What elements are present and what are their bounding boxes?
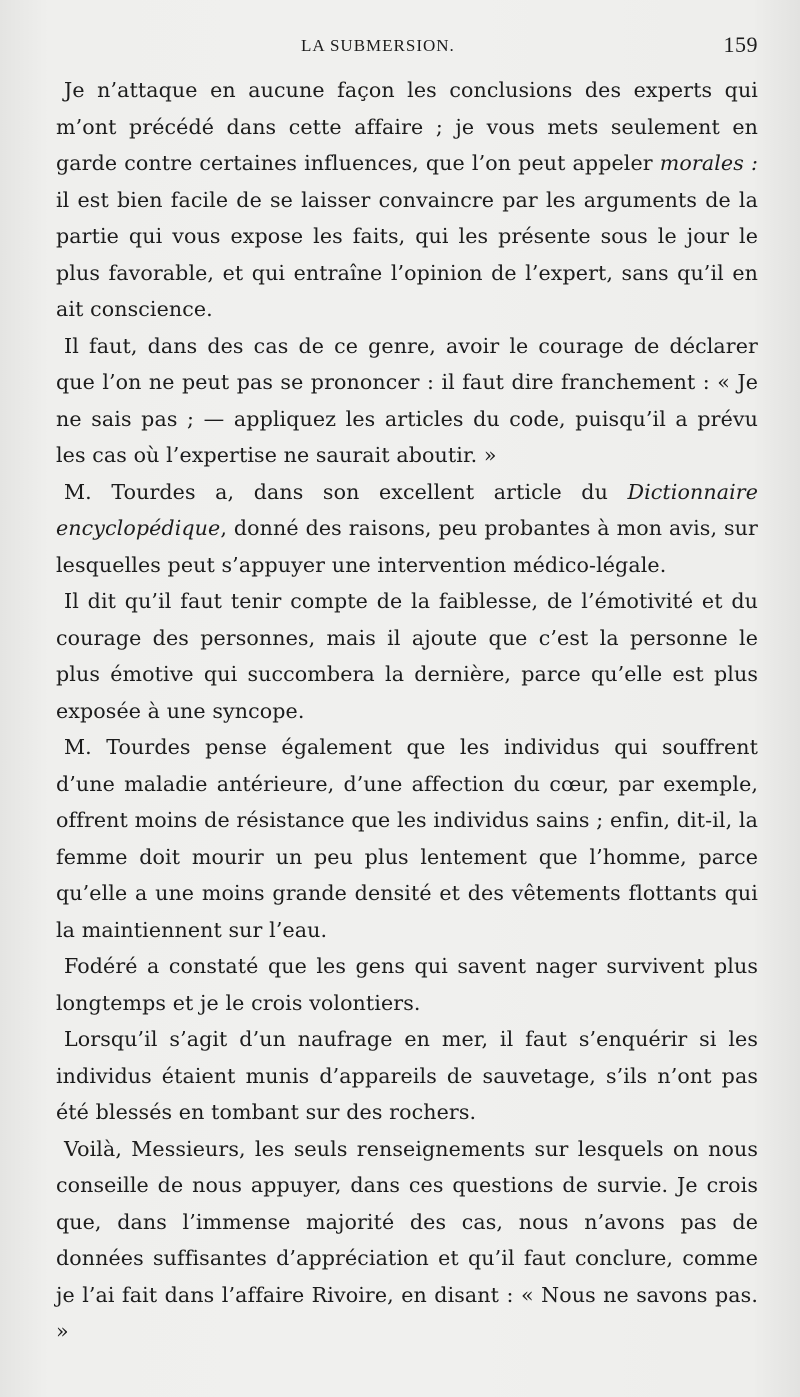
paragraph-7: [56, 1021, 758, 1131]
paragraph-4: [56, 583, 758, 729]
paragraph-2: [56, 328, 758, 474]
paragraph-8-text: Voilà, Messieurs, les seuls renseignements sur lesquels on nous conseille de nous appuyer, dans ces questions de survie. Je crois que, dans l’immense majorité des cas, nous n’avons pas de données suffisantes d’appréciation et qu’il faut conclure, comme je l’ai fait dans l’affaire Rivoire, en disant : « Nous ne savons pas. »: [56, 1136, 758, 1343]
page-number: 159: [723, 32, 758, 57]
paragraph-1-text-b: il est bien facile de se laisser convaincre par les arguments de la partie qui vous expose les faits, qui les présente sous le jour le plus favorable, et qui entraîne l’opinion de l’expert, sans qu’il en ait conscience.: [56, 187, 758, 321]
paragraph-2-text: Il faut, dans des cas de ce genre, avoir le courage de déclarer que l’on ne peut pas se prononcer : il faut dire franchement : « Je ne sais pas ; — appliquez les articles du code, puisqu’il a prévu les cas où l’expertise ne saurait aboutir. »: [56, 333, 758, 467]
paragraph-1: [56, 72, 758, 328]
paragraph-3-emphasis: Dictionnaire encyclopédique: [56, 479, 758, 540]
paragraph-3-text-a: M. Tourdes a, dans son excellent article du: [64, 479, 628, 504]
paragraph-6: [56, 948, 758, 1021]
running-header: [56, 30, 758, 72]
paragraph-3: [56, 474, 758, 584]
paragraph-1-emphasis: morales :: [659, 151, 758, 175]
paragraph-4-text: Il dit qu’il faut tenir compte de la faiblesse, de l’émotivité et du courage des personnes, mais il ajoute que c’est la personne le plus émotive qui succombera la dernière, parce qu’elle est plus exposée à une syncope.: [56, 589, 758, 723]
paragraph-8: [56, 1131, 758, 1350]
paragraph-1-text-a: Je n’attaque en aucune façon les conclusions des experts qui m’ont précédé dans cette affaire ; je vous mets seulement en garde contre certaines influences, que l’on peut appeler: [56, 78, 758, 175]
body-text: [56, 72, 758, 1350]
paragraph-6-text: Fodéré a constaté que les gens qui savent nager survivent plus longtemps et je le crois volontiers.: [56, 954, 758, 1015]
paragraph-3-text-b: , donné des raisons, peu probantes à mon avis, sur lesquelles peut s’appuyer une intervention médico-légale.: [56, 516, 758, 577]
paragraph-5: [56, 729, 758, 948]
running-title: LA SUBMERSION.: [301, 36, 455, 55]
paragraph-7-text: Lorsqu’il s’agit d’un naufrage en mer, il faut s’enquérir si les individus étaient munis d’appareils de sauvetage, s’ils n’ont pas été blessés en tombant sur des rochers.: [56, 1027, 758, 1124]
paragraph-5-text: M. Tourdes pense également que les individus qui souffrent d’une maladie antérieure, d’une affection du cœur, par exemple, offrent moins de résistance que les individus sains ; enfin, dit-il, la femme doit mourir un peu plus lentement que l’homme, parce qu’elle a une moins grande densité et des vêtements flottants qui la maintiennent sur l’eau.: [56, 735, 758, 942]
